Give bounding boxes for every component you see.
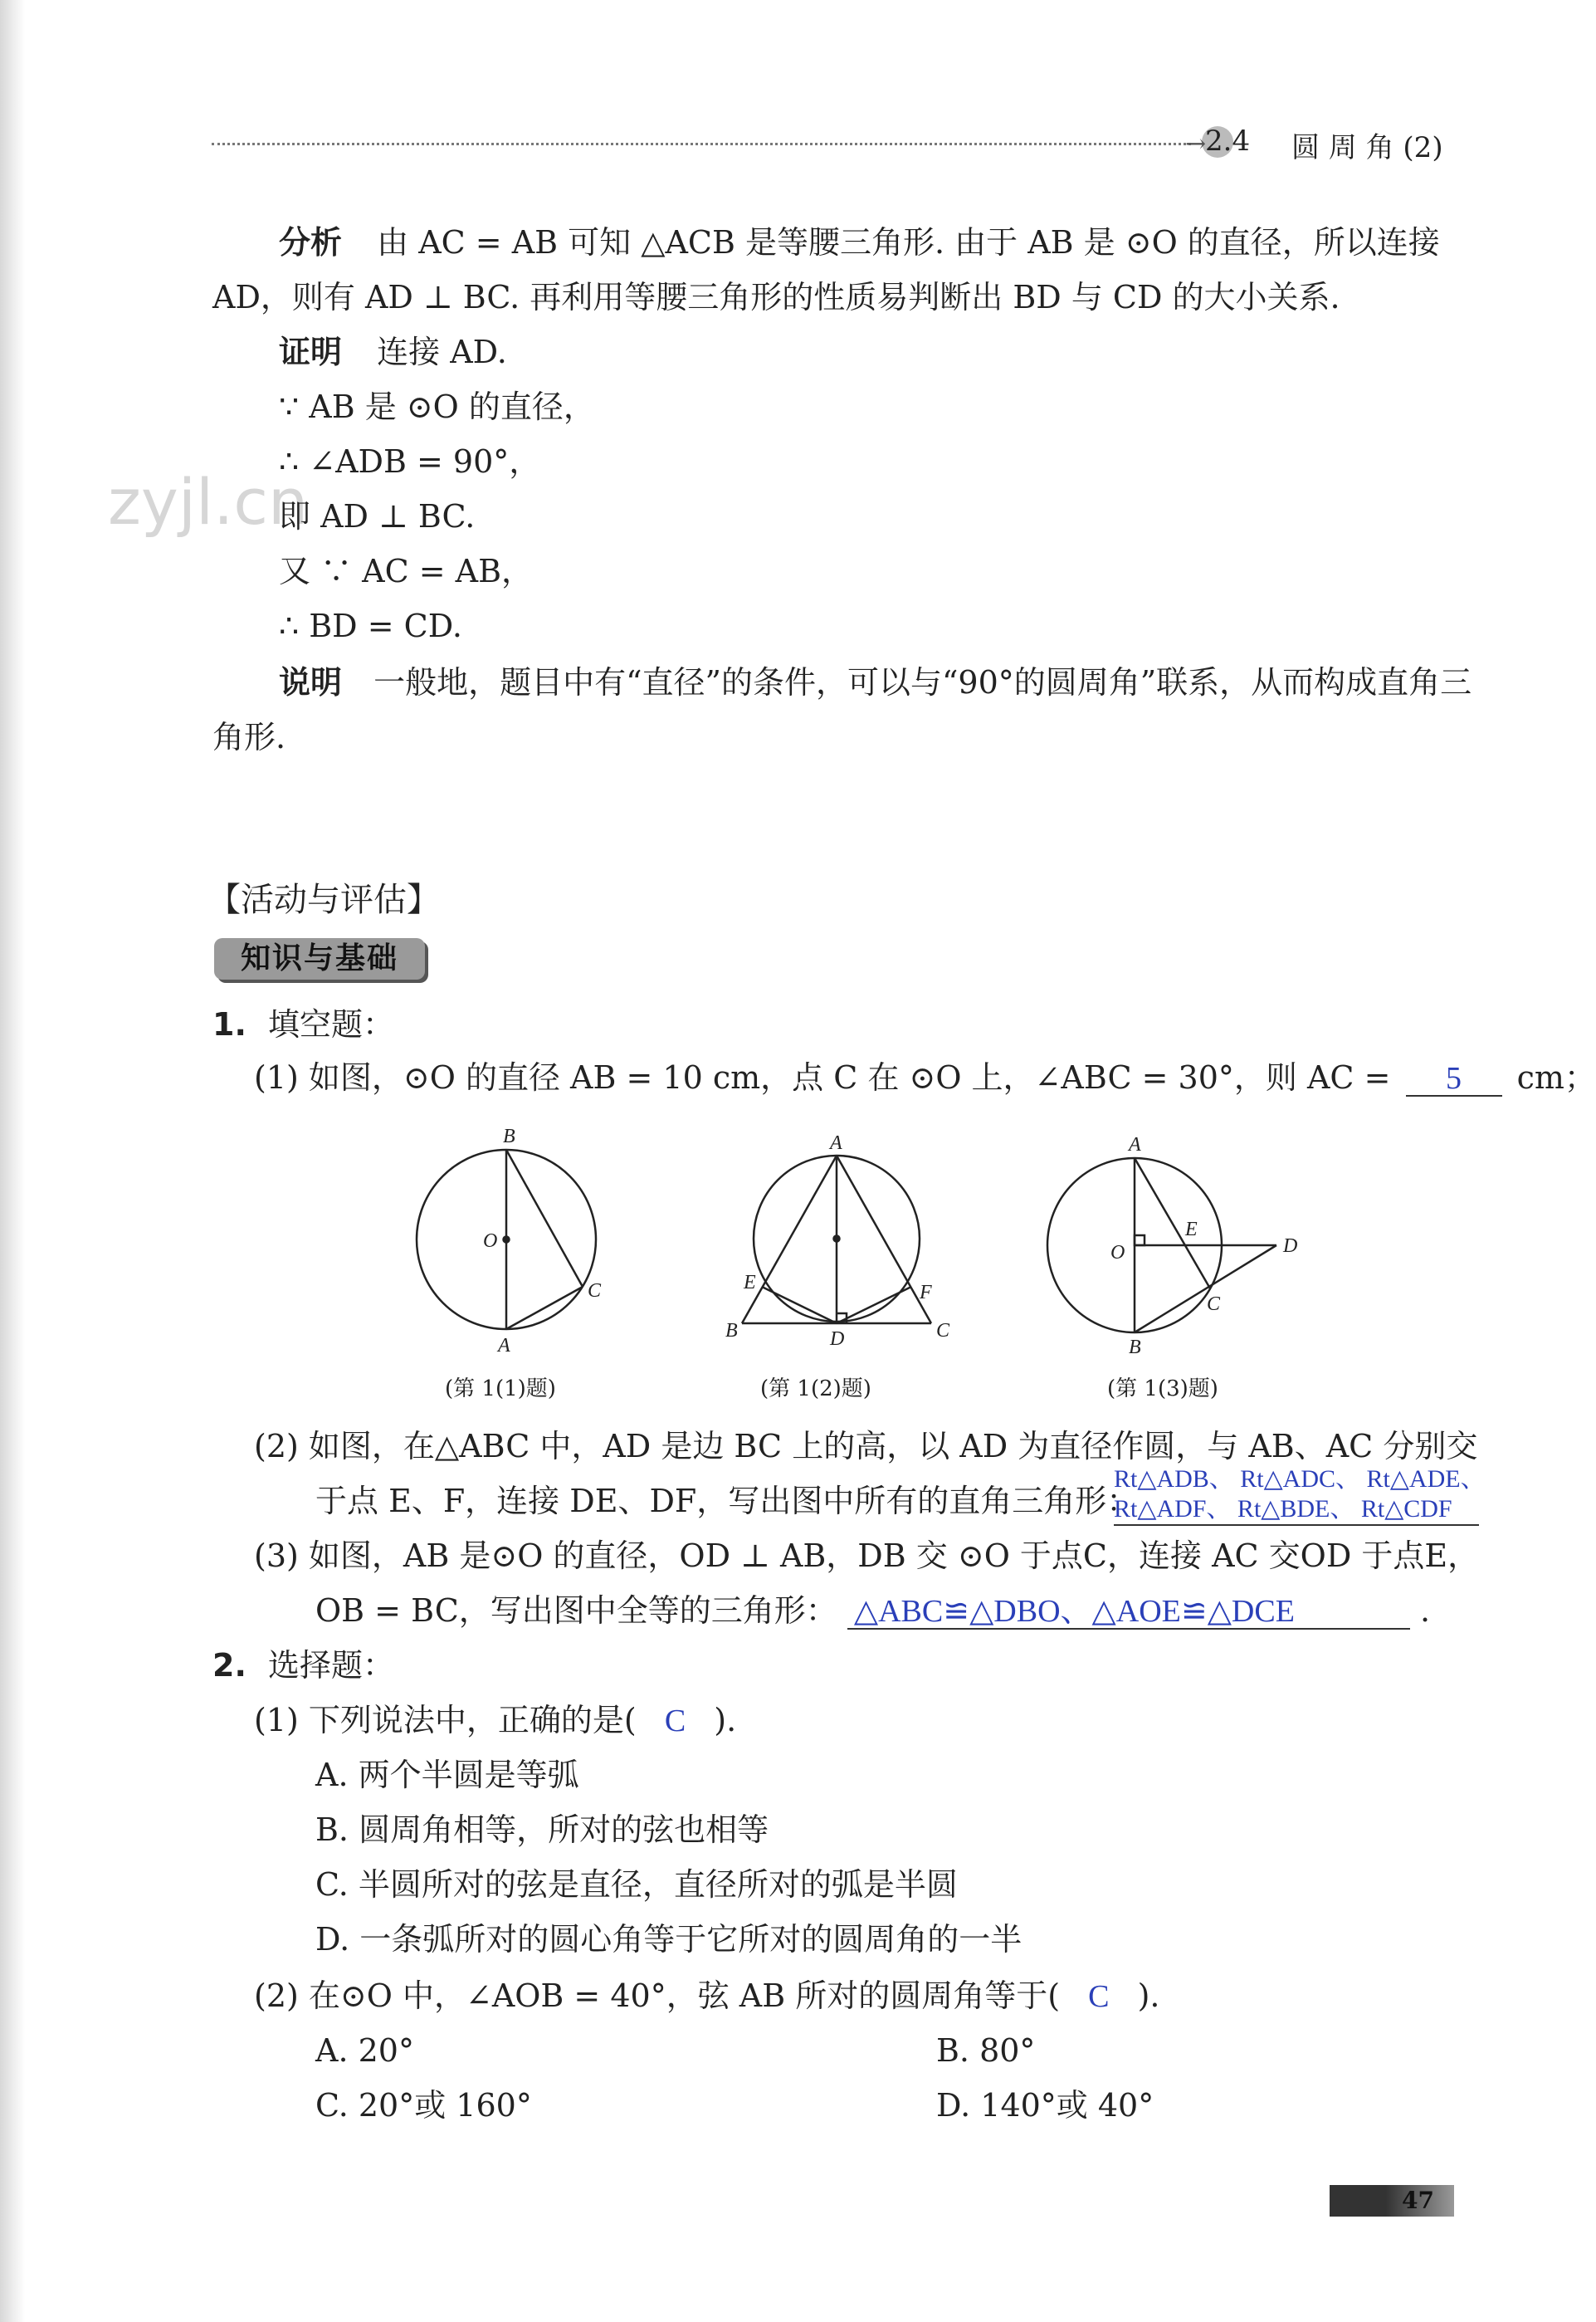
q2-title: 选择题： <box>267 1647 394 1684</box>
fig3-label-b: B <box>1129 1337 1141 1358</box>
header-arrow-icon: → <box>1185 130 1207 159</box>
proof-step-1: ∵ AB 是 ⊙O 的直径， <box>279 389 595 425</box>
q2-p2-stem <box>254 1976 1160 2016</box>
fig2-caption: (第 1(2)题) <box>760 1376 871 1401</box>
note-label: 说明 <box>279 664 343 701</box>
q2-p1-option-d: D. 一条弧所对的圆心角等于它所对的圆周角的一半 <box>315 1921 1023 1958</box>
note-text-1: 一般地，题目中有“直径”的条件，可以与“90°的圆周角”联系，从而构成直角三 <box>373 664 1472 701</box>
fig1-label-b: B <box>503 1126 515 1147</box>
proof-first: 连接 AD. <box>377 334 507 370</box>
q1-p3-text-2: OB = BC，写出图中全等的三角形： <box>315 1592 837 1629</box>
q1-p3-line-2 <box>315 1591 1430 1630</box>
q2-p1-option-b: B. 圆周角相等，所对的弦也相等 <box>315 1811 769 1848</box>
analysis-line-1 <box>279 222 1440 262</box>
q1-p1 <box>254 1058 1596 1097</box>
q1-p2-text-2: 于点 E、F，连接 DE、DF，写出图中所有的直角三角形： <box>315 1483 1139 1519</box>
fig3-segment-db <box>1135 1245 1276 1332</box>
fig1-label-o: O <box>483 1230 498 1252</box>
fig3-label-a: A <box>1129 1134 1141 1156</box>
q1-p1-text: (1) 如图，⊙O 的直径 AB = 10 cm，点 C 在 ⊙O 上，∠ABC = 30°，则 AC = <box>254 1059 1391 1096</box>
fig1-label-c: C <box>588 1280 602 1302</box>
q1-p3-end: . <box>1419 1592 1431 1629</box>
q1-p3-line-1: (3) 如图，AB 是⊙O 的直径，OD ⊥ AB，DB 交 ⊙O 于点C，连接 AC 交OD 于点E， <box>254 1537 1480 1574</box>
q2-p1-stem <box>254 1700 736 1741</box>
header-dotted-rule <box>212 143 1191 145</box>
header-section: 2.4 <box>1205 125 1250 158</box>
q2-p2-stem-b: ). <box>1137 1977 1160 2014</box>
proof-line-1 <box>279 332 507 372</box>
q1-heading <box>212 1005 394 1044</box>
fig1-label-a: A <box>498 1335 510 1357</box>
watermark: zyjl.cn <box>108 465 309 539</box>
fig2-label-f: F <box>920 1282 932 1303</box>
q2-p1-stem-a: (1) 下列说法中，正确的是( <box>254 1702 637 1738</box>
q2-p2-option-b: B. 80° <box>936 2032 1036 2069</box>
fig1-chord-bc <box>506 1150 583 1287</box>
q2-p2-option-d: D. 140°或 40° <box>936 2087 1154 2124</box>
q2-p1-option-a: A. 两个半圆是等弧 <box>315 1757 579 1793</box>
q2-p1-answer: C <box>664 1704 686 1738</box>
q2-p1-stem-b: ). <box>714 1702 737 1738</box>
analysis-line-2: AD，则有 AD ⊥ BC. 再利用等腰三角形的性质易判断出 BD 与 CD 的大小关系. <box>212 279 1340 315</box>
figure-3 <box>1047 1158 1276 1332</box>
figure-2 <box>742 1156 931 1323</box>
q1-p3-answer: △ABC≌△DBO、△AOE≌△DCE <box>847 1595 1410 1630</box>
fig2-label-e: E <box>744 1272 756 1293</box>
fig3-label-o: O <box>1110 1242 1125 1264</box>
proof-label: 证明 <box>279 334 343 370</box>
q2-p2-answer: C <box>1088 1979 1110 2014</box>
fig3-label-d: D <box>1283 1235 1298 1257</box>
fig2-segment-df <box>837 1287 911 1323</box>
fig3-caption: (第 1(3)题) <box>1107 1376 1218 1401</box>
fig3-right-angle <box>1135 1235 1145 1245</box>
q2-p2-option-c: C. 20°或 160° <box>315 2087 532 2124</box>
page-number: 47 <box>1402 2187 1434 2214</box>
fig2-label-b: B <box>725 1320 738 1342</box>
q2-num: 2. <box>212 1647 246 1684</box>
header-title: 圆 周 角 (2) <box>1291 131 1443 164</box>
fig2-label-a: A <box>830 1132 842 1154</box>
fig3-label-e: E <box>1185 1219 1198 1240</box>
q2-p1-option-c: C. 半圆所对的弦是直径，直径所对的弧是半圆 <box>315 1866 958 1903</box>
fig2-side-ab <box>742 1156 837 1323</box>
fig1-chord-ac <box>506 1287 583 1329</box>
page-edge <box>0 0 25 2322</box>
proof-step-5: ∴ BD = CD. <box>279 608 462 644</box>
activity-title: 【活动与评估】 <box>207 881 440 919</box>
note-line-2: 角形. <box>212 719 286 755</box>
fig3-label-c: C <box>1207 1293 1221 1315</box>
q1-p2-answer-1: Rt△ADB、 Rt△ADC、 Rt△ADE、 <box>1114 1465 1486 1493</box>
proof-step-4: 又 ∵ AC = AB， <box>279 553 534 589</box>
badge-label: 知识与基础 <box>240 941 398 975</box>
badge <box>214 938 425 980</box>
q1-title: 填空题： <box>267 1006 394 1043</box>
q1-p1-answer: 5 <box>1406 1062 1502 1097</box>
q2-heading <box>212 1645 394 1685</box>
fig1-caption: (第 1(1)题) <box>445 1376 556 1401</box>
note-line-1 <box>279 662 1472 702</box>
q2-p2-stem-a: (2) 在⊙O 中，∠AOB = 40°，弦 AB 所对的圆周角等于( <box>254 1977 1061 2014</box>
fig2-label-d: D <box>830 1328 845 1350</box>
analysis-label: 分析 <box>279 224 343 261</box>
fig2-segment-de <box>762 1287 837 1323</box>
page-number-tab <box>1330 2185 1454 2217</box>
figure-1 <box>417 1150 596 1329</box>
q1-p2-line-2 <box>315 1481 1138 1521</box>
analysis-text-1: 由 AC = AB 可知 △ACB 是等腰三角形. 由于 AB 是 ⊙O 的直径，所以连接 <box>377 224 1440 261</box>
q1-p2-line-1: (2) 如图，在△ABC 中，AD 是边 BC 上的高，以 AD 为直径作圆，与 AB、AC 分别交 <box>254 1428 1478 1464</box>
q1-p1-unit: cm； <box>1516 1059 1596 1096</box>
fig3-segment-ac <box>1135 1158 1210 1288</box>
fig2-label-c: C <box>936 1320 950 1342</box>
proof-step-3: 即 AD ⊥ BC. <box>279 498 476 535</box>
q1-p2-answer-2: Rt△ADF、 Rt△BDE、 Rt△CDF <box>1114 1494 1479 1526</box>
q1-num: 1. <box>212 1006 246 1043</box>
q2-p2-option-a: A. 20° <box>315 2032 414 2069</box>
proof-step-2: ∴ ∠ADB = 90°， <box>279 443 541 480</box>
fig2-side-ac <box>837 1156 931 1323</box>
